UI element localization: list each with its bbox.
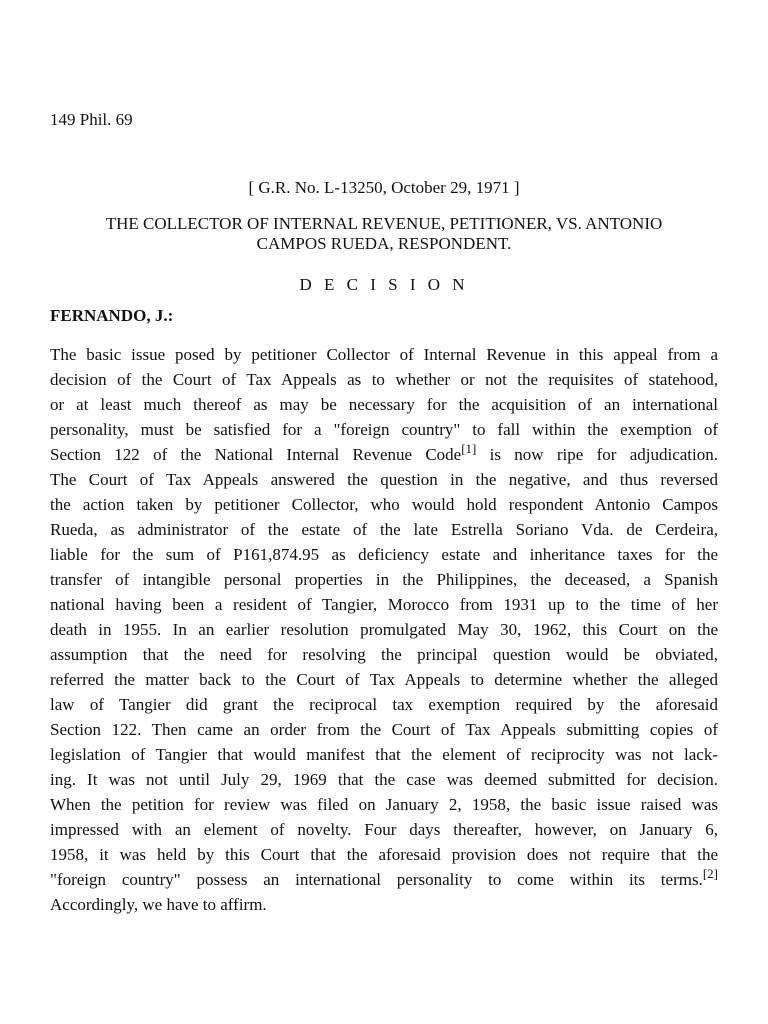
body-line-23: Accordingly, we have to affirm.: [50, 895, 267, 914]
body-line-13: assumption that the need for resolving the principal question would be obviated,: [50, 645, 718, 664]
body-line-14: referred the matter back to the Court of Tax Appeals to determine whether the alleged: [50, 670, 718, 689]
body-line-1: The basic issue posed by petitioner Collector of Internal Revenue in this appeal from a: [50, 345, 718, 364]
body-line-12: death in 1955. In an earlier resolution promulgated May 30, 1962, this Court on the: [50, 620, 718, 639]
body-line-15: law of Tangier did grant the reciprocal tax exemption required by the aforesaid: [50, 695, 718, 714]
body-line-11: national having been a resident of Tangier, Morocco from 1931 up to the time of her: [50, 595, 718, 614]
case-parties: [50, 214, 718, 254]
body-line-16: Section 122. Then came an order from the Court of Tax Appeals submitting copies of: [50, 720, 718, 739]
body-line-5: [50, 442, 718, 467]
body-line-8: Rueda, as administrator of the estate of the late Estrella Soriano Vda. de Cerdeira,: [50, 520, 718, 539]
body-line-18: ing. It was not until July 29, 1969 that the case was deemed submitted for decision.: [50, 770, 718, 789]
body-line-17: legislation of Tangier that would manifest that the element of reciprocity was not lack-: [50, 745, 718, 764]
footnote-ref-2[interactable]: [2]: [702, 866, 718, 881]
body-line-10: transfer of intangible personal properties in the Philippines, the deceased, a Spanish: [50, 570, 718, 589]
body-line-4: personality, must be satisfied for a "foreign country" to fall within the exemption of: [50, 420, 718, 439]
ponente: FERNANDO, J.:: [50, 306, 174, 325]
body-line-2: decision of the Court of Tax Appeals as to whether or not the requisites of statehood,: [50, 370, 718, 389]
body-line-5-tail: is now ripe for adjudication.: [476, 445, 718, 464]
body-line-7: the action taken by petitioner Collector, who would hold respondent Antonio Campos: [50, 495, 718, 514]
body-line-19: When the petition for review was filed on January 2, 1958, the basic issue raised was: [50, 795, 718, 814]
body-line-22-text: "foreign country" possess an international personality to come within its terms.: [50, 870, 703, 889]
body-line-6: The Court of Tax Appeals answered the question in the negative, and thus reversed: [50, 470, 718, 489]
parties-line-1: THE COLLECTOR OF INTERNAL REVENUE, PETITIONER, VS. ANTONIO: [105, 214, 663, 233]
phil-citation: 149 Phil. 69: [50, 110, 133, 129]
footnote-ref-1[interactable]: [1]: [461, 441, 477, 456]
body-line-9: liable for the sum of P161,874.95 as deficiency estate and inheritance taxes for the: [50, 545, 718, 564]
gr-number: [ G.R. No. L-13250, October 29, 1971 ]: [248, 178, 520, 197]
body-line-3: or at least much thereof as may be necessary for the acquisition of an international: [50, 395, 718, 414]
body-line-5-text: Section 122 of the National Internal Revenue Code: [50, 445, 462, 464]
body-line-22: [50, 867, 718, 892]
decision-heading: D E C I S I O N: [299, 275, 469, 294]
body-line-20: impressed with an element of novelty. Four days thereafter, however, on January 6,: [50, 820, 718, 839]
decision-body: [50, 342, 718, 917]
parties-line-2: CAMPOS RUEDA, RESPONDENT.: [256, 234, 512, 253]
body-line-21: 1958, it was held by this Court that the aforesaid provision does not require that the: [50, 845, 718, 864]
